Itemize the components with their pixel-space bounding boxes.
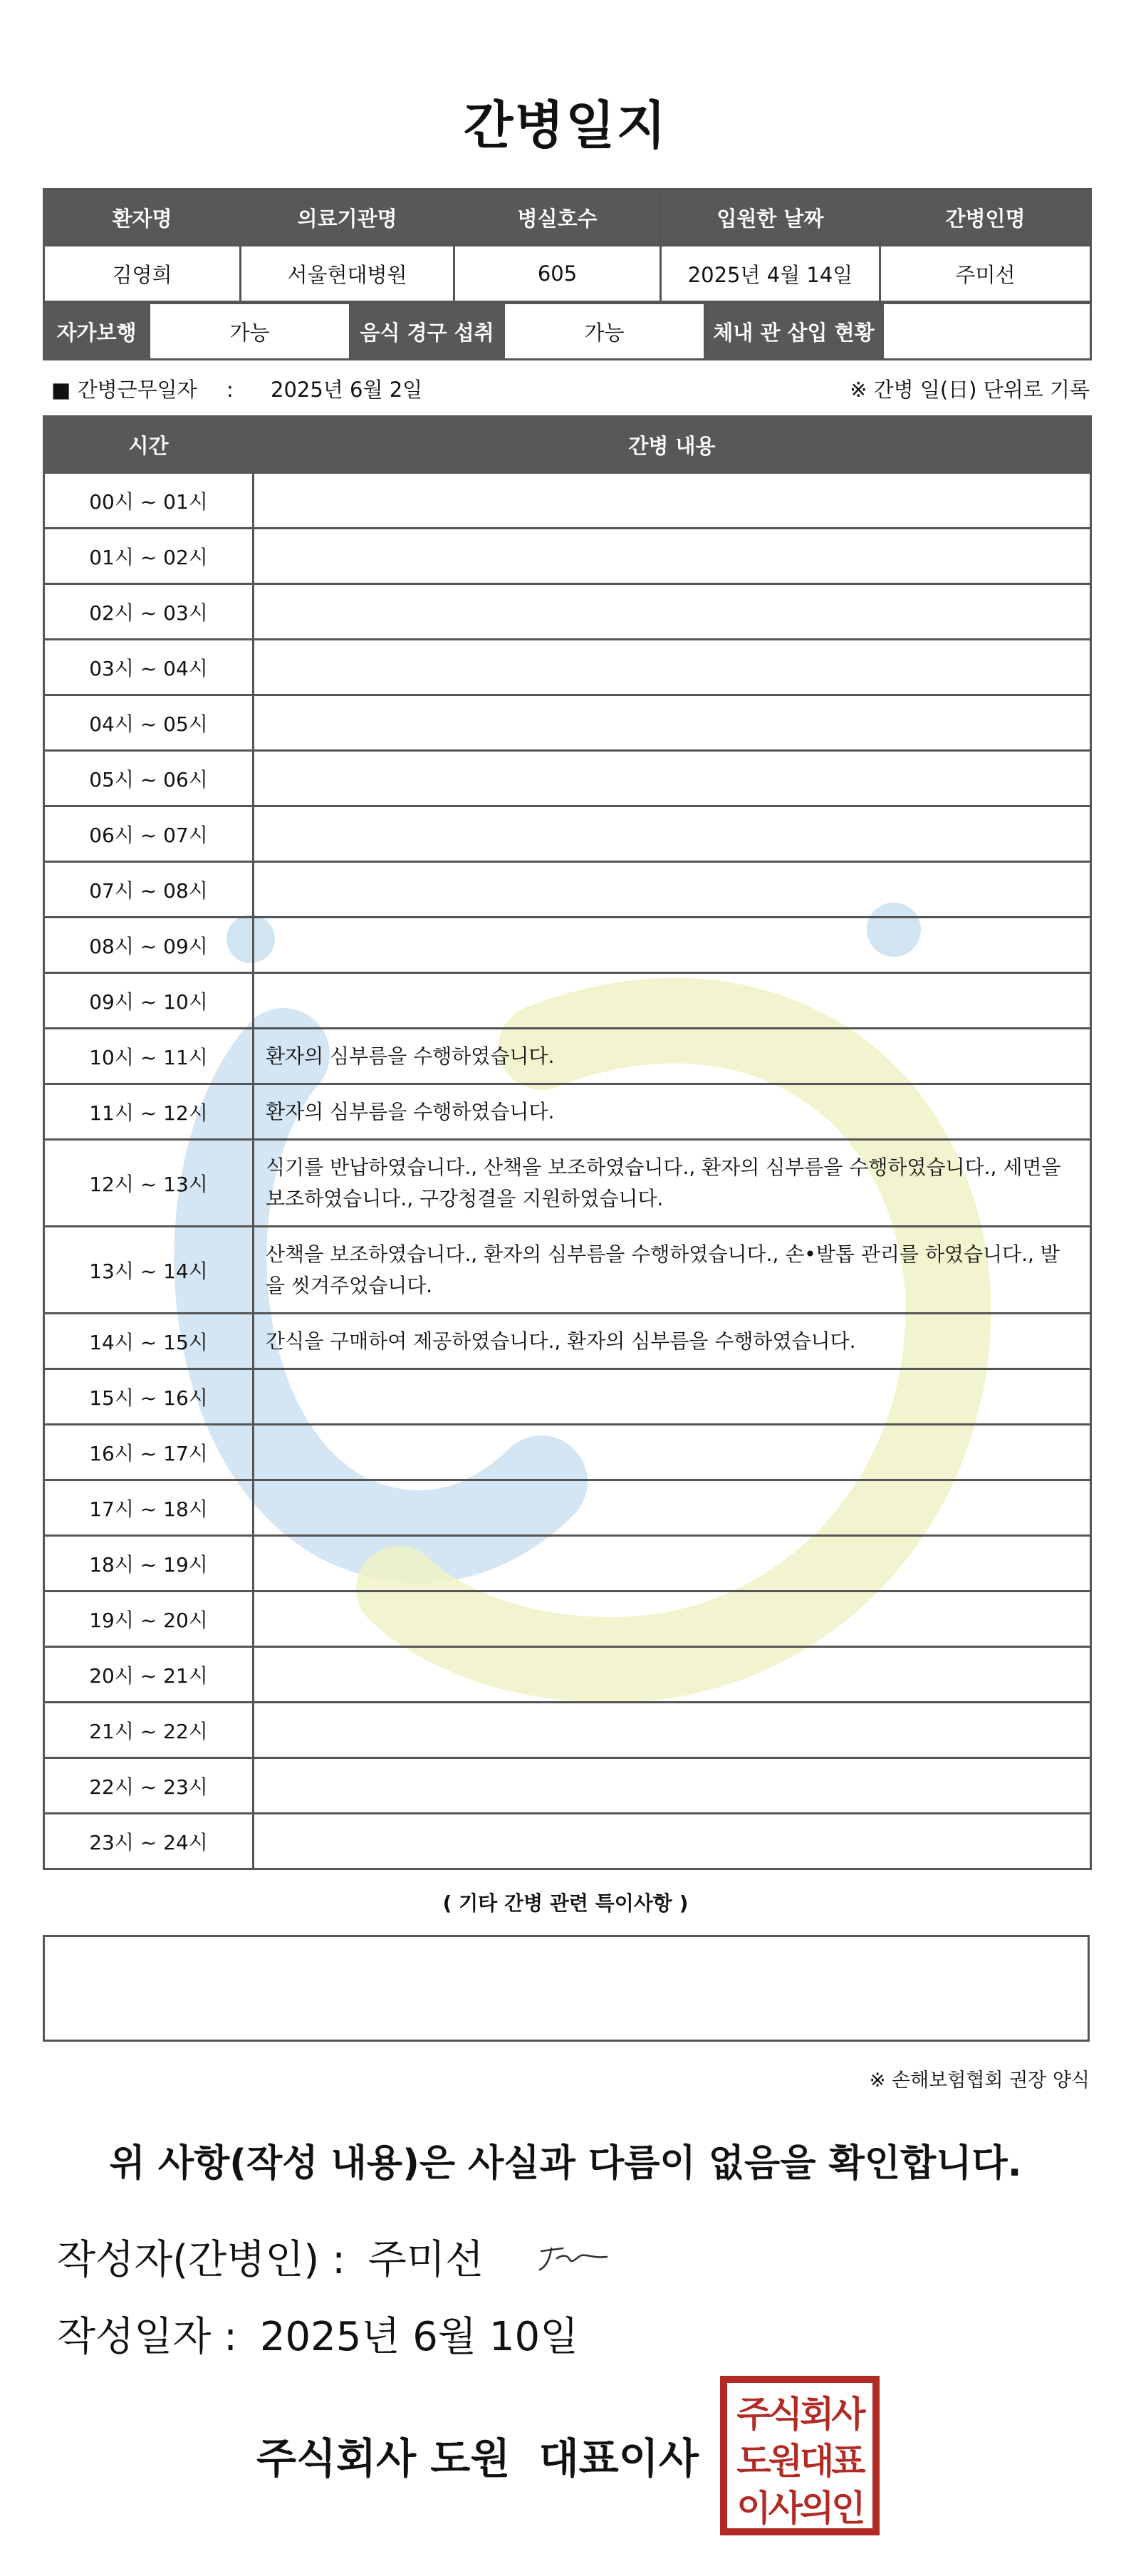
time-slot: 18시 ~ 19시 <box>44 1536 254 1591</box>
time-slot: 15시 ~ 16시 <box>44 1369 254 1425</box>
care-content <box>254 973 1091 1029</box>
time-slot: 02시 ~ 03시 <box>44 584 254 640</box>
care-content <box>254 918 1091 973</box>
remarks-box <box>43 1935 1090 2042</box>
written-date-line <box>57 2305 578 2362</box>
care-log-row <box>44 695 1091 751</box>
author-name: 주미선 <box>368 2237 484 2283</box>
time-slot: 05시 ~ 06시 <box>44 751 254 806</box>
work-date-value: 2025년 6월 2일 <box>271 378 423 402</box>
care-log-table <box>43 415 1092 1870</box>
header-caregiver: 간병인명 <box>880 189 1091 246</box>
care-log-row <box>44 1425 1091 1480</box>
care-log-row <box>44 1480 1091 1536</box>
care-log-row <box>44 751 1091 806</box>
care-log-row <box>44 1029 1091 1084</box>
time-slot: 09시 ~ 10시 <box>44 973 254 1029</box>
care-content <box>254 862 1091 918</box>
time-slot: 08시 ~ 09시 <box>44 918 254 973</box>
time-slot: 19시 ~ 20시 <box>44 1591 254 1647</box>
header-hospital: 의료기관명 <box>241 189 454 246</box>
walking-value: 가능 <box>150 303 350 360</box>
care-log-row <box>44 1703 1091 1758</box>
time-slot: 22시 ~ 23시 <box>44 1758 254 1814</box>
caregiver-name: 주미선 <box>880 246 1091 302</box>
patient-info-value-row <box>44 246 1091 302</box>
time-slot: 07시 ~ 08시 <box>44 862 254 918</box>
patient-info-header-row <box>44 189 1091 246</box>
care-content <box>254 1758 1091 1814</box>
tube-insertion-label: 체내 관 삽입 현황 <box>705 303 883 360</box>
care-content <box>254 751 1091 806</box>
care-content <box>254 584 1091 640</box>
work-date-note: ※ 간병 일(日) 단위로 기록 <box>850 378 1090 402</box>
patient-status-table <box>43 302 1092 360</box>
care-content <box>254 1591 1091 1647</box>
care-log-row <box>44 1227 1091 1314</box>
svg-text:주식회사: 주식회사 <box>736 2394 863 2435</box>
care-content <box>254 1425 1091 1480</box>
care-log-row <box>44 918 1091 973</box>
care-content <box>254 1647 1091 1703</box>
handwritten-signature-icon <box>536 2235 614 2278</box>
written-date-label: 작성일자 : <box>57 2314 238 2360</box>
time-slot: 16시 ~ 17시 <box>44 1425 254 1480</box>
time-slot: 06시 ~ 07시 <box>44 806 254 862</box>
care-log-row <box>44 1084 1091 1140</box>
time-slot: 11시 ~ 12시 <box>44 1084 254 1140</box>
care-log-row <box>44 1591 1091 1647</box>
document-title: 간병일지 <box>463 95 668 155</box>
written-date-value: 2025년 6월 10일 <box>259 2314 579 2360</box>
care-content <box>254 640 1091 695</box>
care-log-header-row <box>44 417 1091 473</box>
work-date-colon: : <box>226 378 234 402</box>
care-content <box>254 806 1091 862</box>
care-log-row <box>44 1140 1091 1227</box>
care-content <box>254 529 1091 584</box>
company-seal-icon <box>719 2375 880 2536</box>
patient-status-row <box>44 303 1091 360</box>
care-content <box>254 1369 1091 1425</box>
tube-insertion-value <box>883 303 1091 360</box>
time-slot: 21시 ~ 22시 <box>44 1703 254 1758</box>
company-representative: 주식회사 도원 대표이사 <box>256 2434 699 2483</box>
care-content: 환자의 심부름을 수행하였습니다. <box>254 1084 1091 1140</box>
care-log-row <box>44 1814 1091 1869</box>
time-slot: 14시 ~ 15시 <box>44 1314 254 1369</box>
oral-intake-label: 음식 경구 섭취 <box>350 303 504 360</box>
confirmation-statement: 위 사항(작성 내용)은 사실과 다름이 없음을 확인합니다. <box>109 2142 1022 2185</box>
care-log-row <box>44 473 1091 529</box>
square-bullet-icon: ■ <box>51 378 71 402</box>
svg-text:이사의인: 이사의인 <box>736 2488 863 2529</box>
care-log-row <box>44 1758 1091 1814</box>
care-log-row <box>44 640 1091 695</box>
care-content <box>254 1536 1091 1591</box>
svg-text:도원대표: 도원대표 <box>736 2441 863 2482</box>
time-slot: 01시 ~ 02시 <box>44 529 254 584</box>
care-log-row <box>44 1647 1091 1703</box>
care-content <box>254 1814 1091 1869</box>
form-footnote: ※ 손해보험협회 권장 양식 <box>869 2069 1090 2092</box>
time-slot: 23시 ~ 24시 <box>44 1814 254 1869</box>
patient-info-table <box>43 188 1092 303</box>
care-content: 식기를 반납하였습니다., 산책을 보조하였습니다., 환자의 심부름을 수행하였습니다., 세면을 보조하였습니다., 구강청결을 지원하였습니다. <box>254 1140 1091 1227</box>
time-slot: 00시 ~ 01시 <box>44 473 254 529</box>
care-content: 산책을 보조하였습니다., 환자의 심부름을 수행하였습니다., 손•발톱 관리를 하였습니다., 발을 씻겨주었습니다. <box>254 1227 1091 1314</box>
care-content: 간식을 구매하여 제공하였습니다., 환자의 심부름을 수행하였습니다. <box>254 1314 1091 1369</box>
header-patient-name: 환자명 <box>44 189 241 246</box>
care-log-row <box>44 1369 1091 1425</box>
author-label: 작성자(간병인) : <box>57 2237 345 2283</box>
oral-intake-value: 가능 <box>504 303 705 360</box>
header-room: 병실호수 <box>454 189 661 246</box>
time-slot: 17시 ~ 18시 <box>44 1480 254 1536</box>
work-date-label: 간병근무일자 <box>77 378 197 402</box>
time-slot: 03시 ~ 04시 <box>44 640 254 695</box>
care-log-row <box>44 529 1091 584</box>
time-slot: 20시 ~ 21시 <box>44 1647 254 1703</box>
care-content <box>254 1703 1091 1758</box>
walking-label: 자가보행 <box>44 303 150 360</box>
care-log-row <box>44 806 1091 862</box>
work-date-label-group <box>51 372 197 407</box>
care-log-row <box>44 1536 1091 1591</box>
admission-date: 2025년 4월 14일 <box>661 246 880 302</box>
time-slot: 12시 ~ 13시 <box>44 1140 254 1227</box>
time-slot: 04시 ~ 05시 <box>44 695 254 751</box>
time-slot: 10시 ~ 11시 <box>44 1029 254 1084</box>
care-log-body <box>44 473 1091 1869</box>
time-column-header: 시간 <box>44 417 254 473</box>
patient-name: 김영희 <box>44 246 241 302</box>
care-log-row <box>44 862 1091 918</box>
content-column-header: 간병 내용 <box>254 417 1091 473</box>
care-content <box>254 473 1091 529</box>
care-content <box>254 695 1091 751</box>
header-admission-date: 입원한 날짜 <box>661 189 880 246</box>
hospital-name: 서울현대병원 <box>241 246 454 302</box>
time-slot: 13시 ~ 14시 <box>44 1227 254 1314</box>
care-content: 환자의 심부름을 수행하였습니다. <box>254 1029 1091 1084</box>
author-line <box>57 2228 484 2285</box>
care-log-row <box>44 973 1091 1029</box>
room-number: 605 <box>454 246 661 302</box>
care-log-row <box>44 584 1091 640</box>
care-content <box>254 1480 1091 1536</box>
care-log-row <box>44 1314 1091 1369</box>
remarks-title: ( 기타 간병 관련 특이사항 ) <box>442 1891 689 1915</box>
